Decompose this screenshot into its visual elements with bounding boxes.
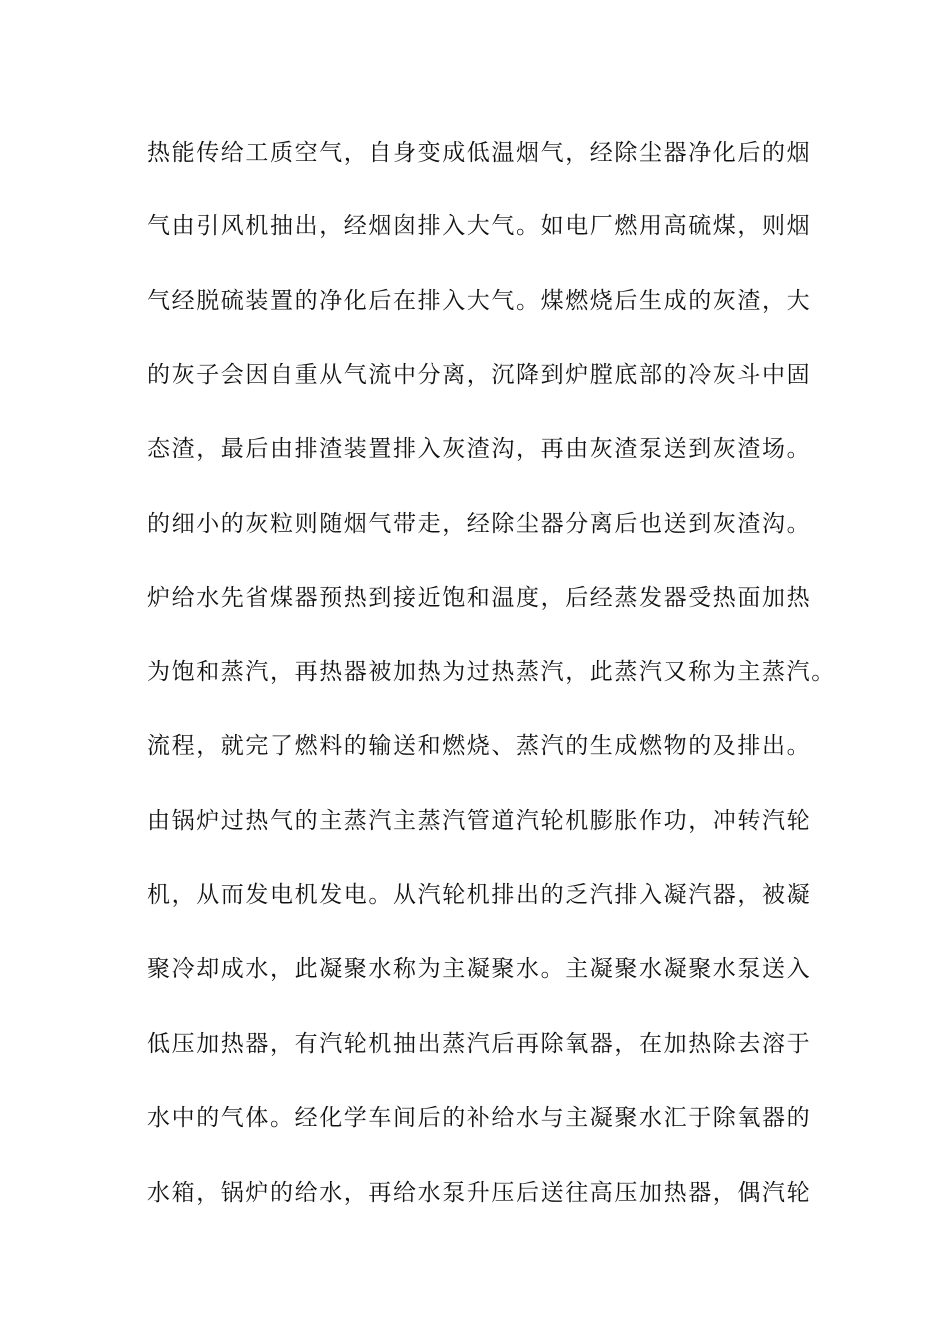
text-line-3: 气经脱硫装置的净化后在排入大气。煤燃烧后生成的灰渣，大	[147, 288, 812, 314]
text-line-6: 的细小的灰粒则随烟气带走，经除尘器分离后也送到灰渣沟。	[147, 511, 812, 537]
text-line-12: 聚冷却成水，此凝聚水称为主凝聚水。主凝聚水凝聚水泵送入	[147, 956, 812, 982]
text-line-5: 态渣，最后由排渣装置排入灰渣沟，再由灰渣泵送到灰渣场。	[147, 436, 812, 462]
text-line-9: 流程，就完了燃料的输送和燃烧、蒸汽的生成燃物的及排出。	[147, 733, 812, 759]
text-line-2: 气由引风机抽出，经烟囱排入大气。如电厂燃用高硫煤，则烟	[147, 213, 812, 239]
text-line-11: 机，从而发电机发电。从汽轮机排出的乏汽排入凝汽器，被凝	[147, 882, 812, 908]
text-line-4: 的灰子会因自重从气流中分离，沉降到炉膛底部的冷灰斗中固	[147, 362, 812, 388]
text-line-13: 低压加热器，有汽轮机抽出蒸汽后再除氧器，在加热除去溶于	[147, 1031, 812, 1057]
text-line-14: 水中的气体。经化学车间后的补给水与主凝聚水汇于除氧器的	[147, 1105, 812, 1131]
text-line-10: 由锅炉过热气的主蒸汽主蒸汽管道汽轮机膨胀作功，冲转汽轮	[147, 808, 812, 834]
text-line-7: 炉给水先省煤器预热到接近饱和温度，后经蒸发器受热面加热	[147, 585, 812, 611]
text-line-8: 为饱和蒸汽，再热器被加热为过热蒸汽，此蒸汽又称为主蒸汽。	[147, 659, 836, 685]
text-line-15: 水箱，锅炉的给水，再给水泵升压后送往高压加热器，偶汽轮	[147, 1180, 812, 1206]
text-line-1: 热能传给工质空气，自身变成低温烟气，经除尘器净化后的烟	[147, 140, 812, 166]
